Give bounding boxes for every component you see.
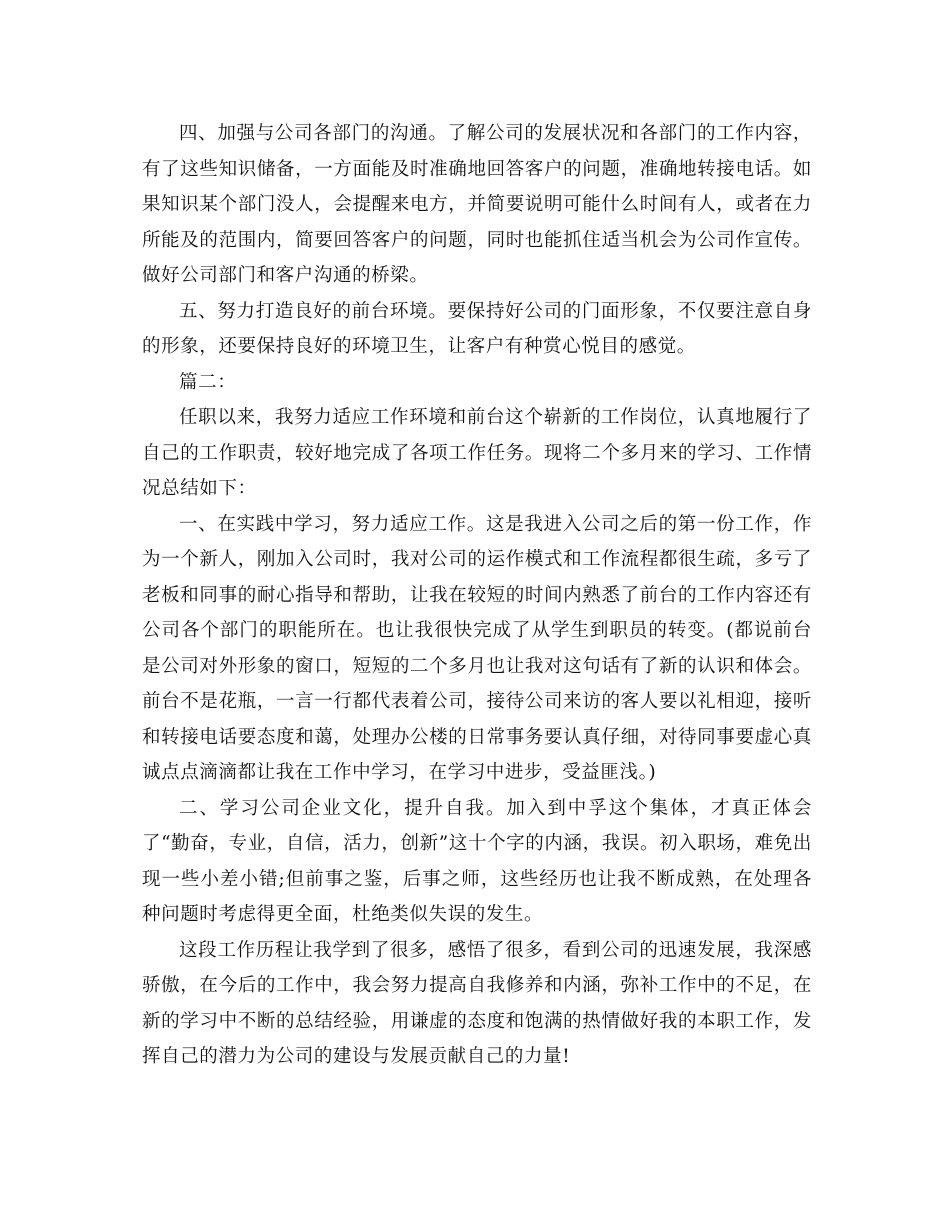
paragraph-point-two: 二、学习公司企业文化，提升自我。加入到中孚这个集体，才真正体会了“勤奋，专业，自信，活力，创新”这十个字的内涵，我误。初入职场，难免出现一些小差小错;但前事之鉴，后事之师，这些经历也让我不断成熟，在处理各种问题时考虑得更全面，杜绝类似失误的发生。	[142, 797, 812, 925]
paragraph-point-one: 一、在实践中学习，努力适应工作。这是我进入公司之后的第一份工作，作为一个新人，刚加入公司时，我对公司的运作模式和工作流程都很生疏，多亏了老板和同事的耐心指导和帮助，让我在较短的时间内熟悉了前台的工作内容还有公司各个部门的职能所在。也让我很快完成了从学生到职员的转变。(都说前台是公司对外形象的窗口，短短的二个多月也让我对这句话有了新的认识和体会。前台不是花瓶，一言一行都代表着公司，接待公司来访的客人要以礼相迎，接听和转接电话要态度和蔼，处理办公楼的日常事务要认真仔细，对待同事要虚心真诚点点滴滴都让我在工作中学习，在学习中进步，受益匪浅。)	[142, 513, 812, 783]
document-body	[142, 116, 812, 1075]
paragraph-conclusion: 这段工作历程让我学到了很多，感悟了很多，看到公司的迅速发展，我深感骄傲，在今后的工作中，我会努力提高自我修养和内涵，弥补工作中的不足，在新的学习中不断的总结经验，用谦虚的态度和饱满的热情做好我的本职工作，发挥自己的潜力为公司的建设与发展贡献自己的力量!	[142, 939, 812, 1067]
paragraph-section-four: 四、加强与公司各部门的沟通。了解公司的发展状况和各部门的工作内容，有了这些知识储备，一方面能及时准确地回答客户的问题，准确地转接电话。如果知识某个部门没人，会提醒来电方，并简要说明可能什么时间有人，或者在力所能及的范围内，简要回答客户的问题，同时也能抓住适当机会为公司作宣传。做好公司部门和客户沟通的桥梁。	[142, 123, 812, 286]
paragraph-part-two-heading: 篇二：	[179, 371, 237, 393]
paragraph-section-five: 五、努力打造良好的前台环境。要保持好公司的门面形象，不仅要注意自身的形象，还要保持良好的环境卫生，让客户有种赏心悦目的感觉。	[142, 300, 812, 357]
paragraph-intro: 任职以来，我努力适应工作环境和前台这个崭新的工作岗位，认真地履行了自己的工作职责，较好地完成了各项工作任务。现将二个多月来的学习、工作情况总结如下：	[142, 407, 812, 499]
